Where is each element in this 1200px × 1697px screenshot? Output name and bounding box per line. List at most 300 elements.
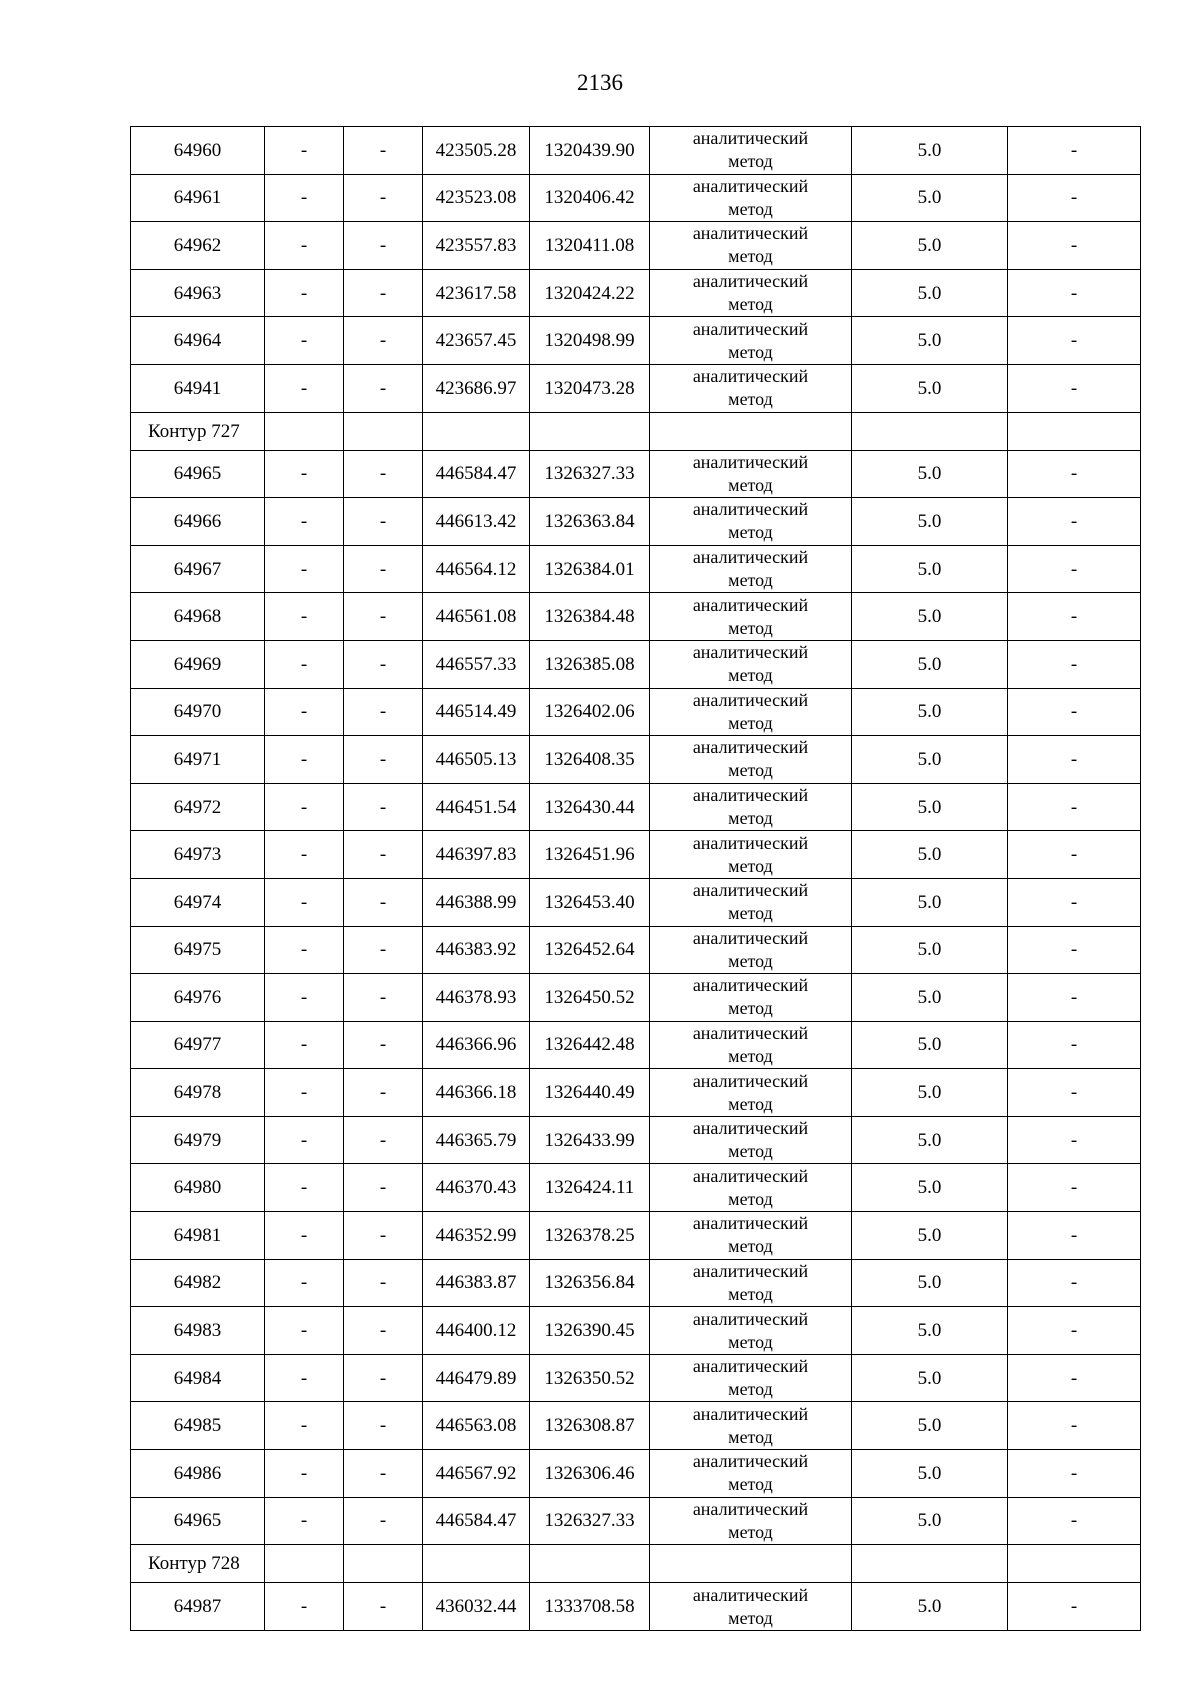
table-row (131, 1069, 1141, 1117)
accuracy-cell: 5.0 (852, 1069, 1008, 1117)
point-id-cell: 64969 (131, 640, 265, 688)
method-line-2: метод (728, 1379, 773, 1400)
table-row (131, 545, 1141, 593)
y-coordinate-cell: 1326442.48 (530, 1021, 650, 1069)
column-2-cell: - (265, 783, 344, 831)
column-3-cell: - (344, 1450, 423, 1498)
table-row (131, 174, 1141, 222)
method-line-2: метод (728, 151, 773, 172)
point-id-cell: 64976 (131, 974, 265, 1022)
last-column-cell: - (1008, 1069, 1141, 1117)
table-row (131, 450, 1141, 498)
method-line-1: аналитический (692, 1070, 809, 1091)
method-cell (650, 736, 852, 784)
table-row (131, 364, 1141, 412)
column-2-cell: - (265, 1116, 344, 1164)
point-id-cell: 64986 (131, 1450, 265, 1498)
method-cell (650, 1212, 852, 1260)
column-3-cell: - (344, 1164, 423, 1212)
y-coordinate-cell: 1326385.08 (530, 640, 650, 688)
point-id-cell: 64987 (131, 1583, 265, 1631)
point-id-cell: 64967 (131, 545, 265, 593)
method-line-2: метод (728, 1141, 773, 1162)
column-3-cell: - (344, 222, 423, 270)
y-coordinate-cell: 1326356.84 (530, 1259, 650, 1307)
column-3-cell: - (344, 736, 423, 784)
method-line-2: метод (728, 1283, 773, 1304)
column-2-cell: - (265, 364, 344, 412)
column-3-cell: - (344, 269, 423, 317)
x-coordinate-cell: 423557.83 (423, 222, 530, 270)
point-id-cell: 64978 (131, 1069, 265, 1117)
last-column-cell: - (1008, 317, 1141, 365)
method-cell (650, 545, 852, 593)
column-3-cell: - (344, 640, 423, 688)
x-coordinate-cell: 446352.99 (423, 1212, 530, 1260)
column-2-cell: - (265, 174, 344, 222)
y-coordinate-cell: 1320473.28 (530, 364, 650, 412)
y-coordinate-cell: 1326453.40 (530, 878, 650, 926)
accuracy-cell: 5.0 (852, 317, 1008, 365)
contour-header-row (131, 1545, 1141, 1583)
y-coordinate-cell: 1320439.90 (530, 127, 650, 175)
x-coordinate-cell: 446365.79 (423, 1116, 530, 1164)
table-row (131, 878, 1141, 926)
method-line-2: метод (728, 1045, 773, 1066)
method-line-2: метод (728, 1331, 773, 1352)
point-id-cell: 64966 (131, 498, 265, 546)
y-coordinate-cell: 1326451.96 (530, 831, 650, 879)
accuracy-cell: 5.0 (852, 1116, 1008, 1164)
column-3-cell: - (344, 1307, 423, 1355)
y-coordinate-cell: 1320498.99 (530, 317, 650, 365)
last-column-cell: - (1008, 878, 1141, 926)
table-row (131, 1497, 1141, 1545)
method-cell (650, 1259, 852, 1307)
method-line-1: аналитический (692, 1308, 809, 1329)
accuracy-cell: 5.0 (852, 736, 1008, 784)
contour-label: Контур 727 (131, 412, 265, 450)
accuracy-cell: 5.0 (852, 1402, 1008, 1450)
x-coordinate-cell: 446584.47 (423, 1497, 530, 1545)
column-2-cell: - (265, 1212, 344, 1260)
point-id-cell: 64985 (131, 1402, 265, 1450)
column-3-cell: - (344, 174, 423, 222)
method-line-2: метод (728, 1093, 773, 1114)
method-line-2: метод (728, 855, 773, 876)
x-coordinate-cell: 446567.92 (423, 1450, 530, 1498)
method-cell (650, 1450, 852, 1498)
x-coordinate-cell: 446613.42 (423, 498, 530, 546)
column-3-cell: - (344, 688, 423, 736)
method-cell (650, 593, 852, 641)
point-id-cell: 64968 (131, 593, 265, 641)
column-2-cell: - (265, 317, 344, 365)
method-cell (650, 640, 852, 688)
y-coordinate-cell: 1326384.48 (530, 593, 650, 641)
method-line-1: аналитический (692, 737, 809, 758)
method-cell (650, 127, 852, 175)
last-column-cell: - (1008, 1497, 1141, 1545)
method-line-2: метод (728, 712, 773, 733)
method-line-2: метод (728, 1607, 773, 1628)
y-coordinate-cell: 1326402.06 (530, 688, 650, 736)
x-coordinate-cell: 446383.87 (423, 1259, 530, 1307)
y-coordinate-cell: 1326306.46 (530, 1450, 650, 1498)
column-3-cell: - (344, 545, 423, 593)
table-row (131, 640, 1141, 688)
column-3-cell: - (344, 783, 423, 831)
x-coordinate-cell: 446479.89 (423, 1354, 530, 1402)
y-coordinate-cell: 1326408.35 (530, 736, 650, 784)
last-column-cell: - (1008, 1354, 1141, 1402)
coordinates-table (130, 126, 1141, 1631)
x-coordinate-cell: 436032.44 (423, 1583, 530, 1631)
y-coordinate-cell: 1326308.87 (530, 1402, 650, 1450)
column-3-cell: - (344, 1402, 423, 1450)
column-3-cell: - (344, 498, 423, 546)
last-column-cell: - (1008, 269, 1141, 317)
method-cell (650, 926, 852, 974)
method-cell (650, 783, 852, 831)
column-2-cell: - (265, 926, 344, 974)
accuracy-cell: 5.0 (852, 1497, 1008, 1545)
y-coordinate-cell: 1333708.58 (530, 1583, 650, 1631)
column-2-cell: - (265, 1069, 344, 1117)
column-2-cell: - (265, 736, 344, 784)
x-coordinate-cell: 446451.54 (423, 783, 530, 831)
accuracy-cell: 5.0 (852, 450, 1008, 498)
table-row (131, 1402, 1141, 1450)
point-id-cell: 64980 (131, 1164, 265, 1212)
column-2-cell: - (265, 640, 344, 688)
y-coordinate-cell: 1326430.44 (530, 783, 650, 831)
x-coordinate-cell: 446505.13 (423, 736, 530, 784)
method-line-1: аналитический (692, 975, 809, 996)
method-cell (650, 1021, 852, 1069)
method-line-1: аналитический (692, 642, 809, 663)
method-line-1: аналитический (692, 451, 809, 472)
method-cell (650, 317, 852, 365)
column-2-cell: - (265, 1307, 344, 1355)
last-column-cell: - (1008, 1450, 1141, 1498)
empty-cell (852, 1545, 1008, 1583)
method-line-2: метод (728, 617, 773, 638)
empty-cell (265, 412, 344, 450)
column-3-cell: - (344, 593, 423, 641)
point-id-cell: 64974 (131, 878, 265, 926)
x-coordinate-cell: 446563.08 (423, 1402, 530, 1450)
method-line-2: метод (728, 294, 773, 315)
method-line-1: аналитический (692, 223, 809, 244)
method-line-1: аналитический (692, 1213, 809, 1234)
table-row (131, 317, 1141, 365)
method-line-2: метод (728, 246, 773, 267)
method-line-1: аналитический (692, 175, 809, 196)
column-3-cell: - (344, 1069, 423, 1117)
y-coordinate-cell: 1326378.25 (530, 1212, 650, 1260)
method-cell (650, 269, 852, 317)
accuracy-cell: 5.0 (852, 878, 1008, 926)
accuracy-cell: 5.0 (852, 127, 1008, 175)
column-3-cell: - (344, 364, 423, 412)
y-coordinate-cell: 1326424.11 (530, 1164, 650, 1212)
column-3-cell: - (344, 1354, 423, 1402)
last-column-cell: - (1008, 450, 1141, 498)
method-cell (650, 1069, 852, 1117)
method-cell (650, 974, 852, 1022)
table-row (131, 1450, 1141, 1498)
y-coordinate-cell: 1320406.42 (530, 174, 650, 222)
method-cell (650, 1497, 852, 1545)
point-id-cell: 64983 (131, 1307, 265, 1355)
x-coordinate-cell: 423617.58 (423, 269, 530, 317)
point-id-cell: 64965 (131, 1497, 265, 1545)
empty-cell (530, 412, 650, 450)
table-row (131, 1021, 1141, 1069)
method-line-1: аналитический (692, 271, 809, 292)
x-coordinate-cell: 446584.47 (423, 450, 530, 498)
accuracy-cell: 5.0 (852, 831, 1008, 879)
accuracy-cell: 5.0 (852, 545, 1008, 593)
table-row (131, 1583, 1141, 1631)
y-coordinate-cell: 1320411.08 (530, 222, 650, 270)
method-line-2: метод (728, 570, 773, 591)
accuracy-cell: 5.0 (852, 1450, 1008, 1498)
method-line-1: аналитический (692, 1498, 809, 1519)
table-body (131, 127, 1141, 1631)
last-column-cell: - (1008, 593, 1141, 641)
method-line-2: метод (728, 389, 773, 410)
point-id-cell: 64965 (131, 450, 265, 498)
page-number: 2136 (577, 70, 623, 95)
column-3-cell: - (344, 1583, 423, 1631)
point-id-cell: 64972 (131, 783, 265, 831)
method-line-1: аналитический (692, 927, 809, 948)
accuracy-cell: 5.0 (852, 1354, 1008, 1402)
method-line-1: аналитический (692, 1022, 809, 1043)
table-row (131, 1116, 1141, 1164)
y-coordinate-cell: 1326327.33 (530, 450, 650, 498)
column-3-cell: - (344, 1021, 423, 1069)
method-cell (650, 688, 852, 736)
last-column-cell: - (1008, 498, 1141, 546)
table-row (131, 127, 1141, 175)
last-column-cell: - (1008, 1307, 1141, 1355)
last-column-cell: - (1008, 783, 1141, 831)
point-id-cell: 64975 (131, 926, 265, 974)
column-2-cell: - (265, 1259, 344, 1307)
accuracy-cell: 5.0 (852, 1583, 1008, 1631)
accuracy-cell: 5.0 (852, 174, 1008, 222)
table-row (131, 1307, 1141, 1355)
last-column-cell: - (1008, 545, 1141, 593)
column-2-cell: - (265, 1583, 344, 1631)
method-line-1: аналитический (692, 832, 809, 853)
method-cell (650, 222, 852, 270)
accuracy-cell: 5.0 (852, 783, 1008, 831)
table-row (131, 1354, 1141, 1402)
column-3-cell: - (344, 127, 423, 175)
x-coordinate-cell: 423686.97 (423, 364, 530, 412)
y-coordinate-cell: 1326450.52 (530, 974, 650, 1022)
contour-label: Контур 728 (131, 1545, 265, 1583)
method-line-2: метод (728, 903, 773, 924)
point-id-cell: 64981 (131, 1212, 265, 1260)
column-2-cell: - (265, 222, 344, 270)
last-column-cell: - (1008, 127, 1141, 175)
x-coordinate-cell: 423657.45 (423, 317, 530, 365)
contour-header-row (131, 412, 1141, 450)
table-row (131, 1212, 1141, 1260)
empty-cell (650, 412, 852, 450)
point-id-cell: 64961 (131, 174, 265, 222)
empty-cell (265, 1545, 344, 1583)
accuracy-cell: 5.0 (852, 1212, 1008, 1260)
method-line-1: аналитический (692, 1260, 809, 1281)
method-line-1: аналитический (692, 1584, 809, 1605)
x-coordinate-cell: 446366.18 (423, 1069, 530, 1117)
column-2-cell: - (265, 545, 344, 593)
method-line-1: аналитический (692, 1118, 809, 1139)
column-2-cell: - (265, 1164, 344, 1212)
empty-cell (423, 412, 530, 450)
empty-cell (344, 1545, 423, 1583)
method-line-2: метод (728, 665, 773, 686)
y-coordinate-cell: 1326433.99 (530, 1116, 650, 1164)
point-id-cell: 64960 (131, 127, 265, 175)
method-line-2: метод (728, 341, 773, 362)
accuracy-cell: 5.0 (852, 1164, 1008, 1212)
table-row (131, 222, 1141, 270)
last-column-cell: - (1008, 1116, 1141, 1164)
method-line-2: метод (728, 1474, 773, 1495)
point-id-cell: 64970 (131, 688, 265, 736)
method-cell (650, 450, 852, 498)
x-coordinate-cell: 423523.08 (423, 174, 530, 222)
x-coordinate-cell: 446400.12 (423, 1307, 530, 1355)
last-column-cell: - (1008, 688, 1141, 736)
column-2-cell: - (265, 498, 344, 546)
method-line-1: аналитический (692, 689, 809, 710)
method-cell (650, 364, 852, 412)
last-column-cell: - (1008, 174, 1141, 222)
column-3-cell: - (344, 831, 423, 879)
column-2-cell: - (265, 593, 344, 641)
method-cell (650, 1307, 852, 1355)
table-row (131, 736, 1141, 784)
method-line-1: аналитический (692, 1403, 809, 1424)
empty-cell (344, 412, 423, 450)
x-coordinate-cell: 446397.83 (423, 831, 530, 879)
last-column-cell: - (1008, 222, 1141, 270)
accuracy-cell: 5.0 (852, 1021, 1008, 1069)
method-line-1: аналитический (692, 785, 809, 806)
last-column-cell: - (1008, 926, 1141, 974)
column-2-cell: - (265, 1450, 344, 1498)
column-2-cell: - (265, 127, 344, 175)
method-cell (650, 1164, 852, 1212)
empty-cell (1008, 412, 1141, 450)
table-row (131, 688, 1141, 736)
column-3-cell: - (344, 1497, 423, 1545)
accuracy-cell: 5.0 (852, 926, 1008, 974)
method-line-1: аналитический (692, 499, 809, 520)
point-id-cell: 64984 (131, 1354, 265, 1402)
column-3-cell: - (344, 317, 423, 365)
accuracy-cell: 5.0 (852, 1307, 1008, 1355)
empty-cell (650, 1545, 852, 1583)
method-line-1: аналитический (692, 547, 809, 568)
point-id-cell: 64963 (131, 269, 265, 317)
point-id-cell: 64941 (131, 364, 265, 412)
accuracy-cell: 5.0 (852, 1259, 1008, 1307)
last-column-cell: - (1008, 1164, 1141, 1212)
x-coordinate-cell: 446378.93 (423, 974, 530, 1022)
column-3-cell: - (344, 1259, 423, 1307)
method-line-1: аналитический (692, 366, 809, 387)
accuracy-cell: 5.0 (852, 640, 1008, 688)
point-id-cell: 64971 (131, 736, 265, 784)
method-line-2: метод (728, 1521, 773, 1542)
last-column-cell: - (1008, 1212, 1141, 1260)
table-row (131, 974, 1141, 1022)
x-coordinate-cell: 446366.96 (423, 1021, 530, 1069)
method-cell (650, 1116, 852, 1164)
accuracy-cell: 5.0 (852, 222, 1008, 270)
column-3-cell: - (344, 926, 423, 974)
empty-cell (852, 412, 1008, 450)
method-line-2: метод (728, 1188, 773, 1209)
x-coordinate-cell: 446388.99 (423, 878, 530, 926)
method-line-2: метод (728, 1426, 773, 1447)
last-column-cell: - (1008, 1021, 1141, 1069)
column-2-cell: - (265, 878, 344, 926)
table-row (131, 926, 1141, 974)
accuracy-cell: 5.0 (852, 498, 1008, 546)
x-coordinate-cell: 446383.92 (423, 926, 530, 974)
column-3-cell: - (344, 450, 423, 498)
column-3-cell: - (344, 878, 423, 926)
method-line-2: метод (728, 522, 773, 543)
table-row (131, 498, 1141, 546)
method-cell (650, 831, 852, 879)
method-line-1: аналитический (692, 128, 809, 149)
y-coordinate-cell: 1326390.45 (530, 1307, 650, 1355)
method-line-2: метод (728, 474, 773, 495)
method-line-1: аналитический (692, 880, 809, 901)
method-line-2: метод (728, 950, 773, 971)
method-line-2: метод (728, 1236, 773, 1257)
y-coordinate-cell: 1326363.84 (530, 498, 650, 546)
column-2-cell: - (265, 269, 344, 317)
x-coordinate-cell: 423505.28 (423, 127, 530, 175)
accuracy-cell: 5.0 (852, 688, 1008, 736)
accuracy-cell: 5.0 (852, 974, 1008, 1022)
last-column-cell: - (1008, 640, 1141, 688)
point-id-cell: 64982 (131, 1259, 265, 1307)
empty-cell (1008, 1545, 1141, 1583)
column-2-cell: - (265, 1354, 344, 1402)
method-cell (650, 1354, 852, 1402)
column-2-cell: - (265, 1402, 344, 1450)
table-row (131, 831, 1141, 879)
x-coordinate-cell: 446557.33 (423, 640, 530, 688)
last-column-cell: - (1008, 736, 1141, 784)
table-row (131, 783, 1141, 831)
method-line-1: аналитический (692, 594, 809, 615)
method-cell (650, 878, 852, 926)
